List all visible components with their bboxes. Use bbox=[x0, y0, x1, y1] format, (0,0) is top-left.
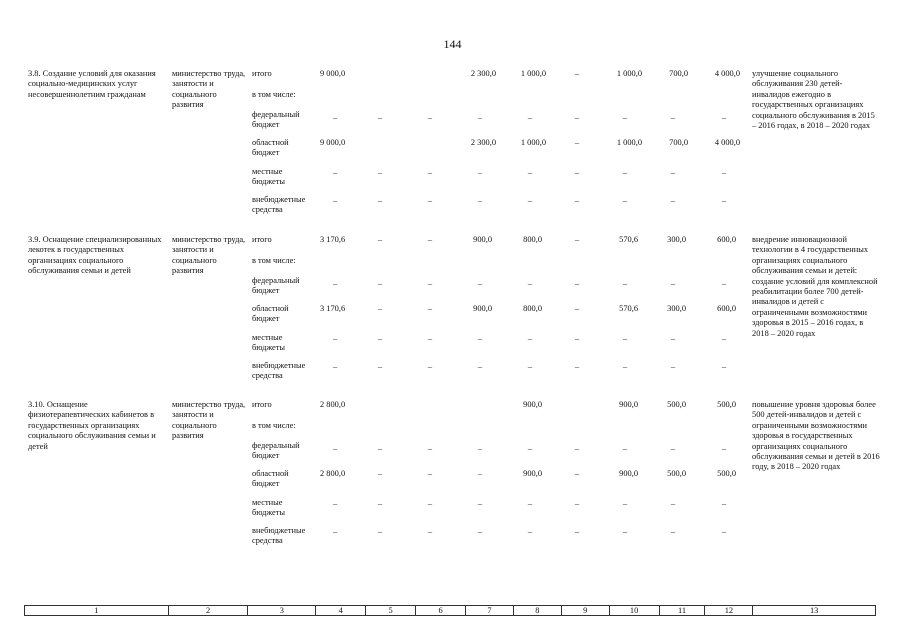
value-cell: – bbox=[670, 279, 676, 288]
value-cell: – bbox=[427, 304, 433, 313]
section-title: 3.10. Оснащение физиотерапевтических кабинетов в государственных организациях социального обслуживания семьи и детей bbox=[28, 400, 156, 451]
value-cell: – bbox=[574, 527, 580, 536]
value-cell: 3 170,6 bbox=[320, 304, 346, 313]
value-cell: 1 000,0 bbox=[520, 138, 546, 147]
value-cell: – bbox=[427, 168, 433, 177]
value-cell: – bbox=[721, 444, 727, 453]
value-cell: – bbox=[670, 196, 676, 205]
column-number: 5 bbox=[366, 606, 416, 615]
value-cell: – bbox=[670, 527, 676, 536]
value-cell: – bbox=[427, 499, 433, 508]
value-cell: 4 000,0 bbox=[714, 69, 740, 78]
value-cell: – bbox=[622, 279, 628, 288]
value-cell: – bbox=[527, 444, 533, 453]
column-number: 2 bbox=[169, 606, 249, 615]
section-executor: министерство труда, занятости и социального развития bbox=[172, 69, 246, 110]
value-cell: – bbox=[477, 499, 483, 508]
value-cell: – bbox=[574, 138, 580, 147]
value-cell: – bbox=[377, 469, 383, 478]
value-cell: 9 000,0 bbox=[320, 69, 346, 78]
value-cell: – bbox=[333, 279, 338, 288]
value-cell: 900,0 bbox=[523, 469, 542, 478]
value-cell: – bbox=[622, 444, 628, 453]
value-cell: – bbox=[527, 499, 533, 508]
value-cell: – bbox=[670, 168, 676, 177]
value-cell: 300,0 bbox=[667, 304, 686, 313]
value-cell: 700,0 bbox=[669, 69, 688, 78]
value-cell: 900,0 bbox=[473, 304, 492, 313]
value-cell: – bbox=[377, 235, 383, 244]
value-cell: – bbox=[574, 196, 580, 205]
section-executor: министерство труда, занятости и социального развития bbox=[172, 400, 246, 441]
row-label: внебюджетные средства bbox=[252, 526, 306, 546]
value-cell: – bbox=[622, 168, 628, 177]
value-cell: – bbox=[333, 334, 338, 343]
column-number: 9 bbox=[562, 606, 610, 615]
column-number: 6 bbox=[416, 606, 466, 615]
row-label: федеральный бюджет bbox=[252, 110, 300, 130]
row-label: итого bbox=[252, 69, 272, 78]
value-cell: – bbox=[377, 196, 383, 205]
row-label: областной бюджет bbox=[252, 304, 289, 324]
value-cell: 9 000,0 bbox=[320, 138, 346, 147]
column-number: 11 bbox=[660, 606, 706, 615]
value-cell: – bbox=[670, 362, 676, 371]
section-title: 3.9. Оснащение специализированных лекотек в государственных организациях социального обслуживания семьи и детей bbox=[28, 235, 162, 276]
row-label: местные бюджеты bbox=[252, 498, 286, 518]
value-cell: – bbox=[477, 444, 483, 453]
value-cell: 800,0 bbox=[523, 235, 542, 244]
value-cell: – bbox=[574, 444, 580, 453]
value-cell: – bbox=[477, 362, 483, 371]
section-result: улучшение социального обслуживания 230 детей-инвалидов ежегодно в государственных организациях социального обслуживания в 2015 – 2016 годах, в 2018 – 2020 годах bbox=[752, 69, 875, 131]
value-cell: 3 170,6 bbox=[320, 235, 346, 244]
value-cell: – bbox=[574, 168, 580, 177]
value-cell: – bbox=[333, 362, 338, 371]
value-cell: – bbox=[721, 527, 727, 536]
value-cell: – bbox=[333, 113, 338, 122]
section-result: повышение уровня здоровья более 500 детей-инвалидов и детей с ограниченными возможностями здоровья в государственных организациях социального обслуживания семьи и детей в 2016 году, в 2018 – 2020 годах bbox=[752, 400, 880, 472]
row-label: внебюджетные средства bbox=[252, 195, 306, 215]
value-cell: – bbox=[477, 113, 483, 122]
value-cell: 1 000,0 bbox=[520, 69, 546, 78]
value-cell: 500,0 bbox=[667, 469, 686, 478]
value-cell: – bbox=[574, 304, 580, 313]
value-cell: – bbox=[477, 279, 483, 288]
row-label: федеральный бюджет bbox=[252, 441, 300, 461]
value-cell: – bbox=[477, 168, 483, 177]
column-number: 12 bbox=[705, 606, 753, 615]
value-cell: – bbox=[427, 362, 433, 371]
value-cell: – bbox=[377, 444, 383, 453]
value-cell: – bbox=[622, 527, 628, 536]
value-cell: – bbox=[622, 196, 628, 205]
value-cell: – bbox=[427, 444, 433, 453]
value-cell: – bbox=[527, 362, 533, 371]
value-cell: – bbox=[622, 362, 628, 371]
value-cell: – bbox=[527, 279, 533, 288]
value-cell: – bbox=[721, 362, 727, 371]
value-cell: – bbox=[527, 113, 533, 122]
row-label: областной бюджет bbox=[252, 138, 289, 158]
page-number: 144 bbox=[443, 37, 462, 51]
value-cell: – bbox=[377, 499, 383, 508]
column-number: 7 bbox=[466, 606, 514, 615]
value-cell: 800,0 bbox=[523, 304, 542, 313]
value-cell: 2 800,0 bbox=[320, 469, 346, 478]
value-cell: – bbox=[574, 235, 580, 244]
value-cell: – bbox=[574, 113, 580, 122]
value-cell: – bbox=[670, 334, 676, 343]
row-label: в том числе: bbox=[252, 421, 296, 430]
value-cell: 900,0 bbox=[619, 469, 638, 478]
value-cell: – bbox=[427, 469, 433, 478]
row-label: внебюджетные средства bbox=[252, 361, 306, 381]
value-cell: – bbox=[622, 334, 628, 343]
value-cell: – bbox=[721, 196, 727, 205]
value-cell: 500,0 bbox=[717, 469, 736, 478]
value-cell: – bbox=[527, 168, 533, 177]
value-cell: 900,0 bbox=[619, 400, 638, 409]
row-label: в том числе: bbox=[252, 90, 296, 99]
value-cell: – bbox=[333, 499, 338, 508]
value-cell: – bbox=[670, 499, 676, 508]
value-cell: 4 000,0 bbox=[714, 138, 740, 147]
section-executor: министерство труда, занятости и социального развития bbox=[172, 235, 246, 276]
value-cell: – bbox=[377, 362, 383, 371]
column-number: 3 bbox=[248, 606, 316, 615]
value-cell: – bbox=[477, 527, 483, 536]
value-cell: – bbox=[333, 196, 338, 205]
value-cell: 1 000,0 bbox=[616, 138, 642, 147]
value-cell: – bbox=[427, 527, 433, 536]
value-cell: – bbox=[377, 334, 383, 343]
column-number: 8 bbox=[514, 606, 562, 615]
value-cell: – bbox=[427, 279, 433, 288]
value-cell: 2 300,0 bbox=[470, 69, 496, 78]
value-cell: 600,0 bbox=[717, 235, 736, 244]
value-cell: – bbox=[622, 113, 628, 122]
value-cell: – bbox=[427, 196, 433, 205]
value-cell: – bbox=[574, 362, 580, 371]
value-cell: 570,6 bbox=[619, 235, 638, 244]
value-cell: – bbox=[574, 334, 580, 343]
value-cell: – bbox=[377, 304, 383, 313]
value-cell: 900,0 bbox=[473, 235, 492, 244]
value-cell: 570,6 bbox=[619, 304, 638, 313]
row-label: итого bbox=[252, 235, 272, 244]
value-cell: – bbox=[574, 469, 580, 478]
column-number: 13 bbox=[809, 606, 819, 615]
row-label: местные бюджеты bbox=[252, 167, 286, 187]
value-cell: 2 300,0 bbox=[470, 138, 496, 147]
row-label: областной бюджет bbox=[252, 469, 289, 489]
section-title: 3.8. Создание условий для оказания социально-медицинских услуг несовершеннолетним гражданам bbox=[28, 69, 156, 99]
value-cell: – bbox=[574, 69, 580, 78]
value-cell: – bbox=[622, 499, 628, 508]
value-cell: – bbox=[477, 469, 483, 478]
value-cell: – bbox=[377, 279, 383, 288]
row-label: итого bbox=[252, 400, 272, 409]
value-cell: 900,0 bbox=[523, 400, 542, 409]
value-cell: – bbox=[377, 527, 383, 536]
value-cell: – bbox=[574, 279, 580, 288]
value-cell: 600,0 bbox=[717, 304, 736, 313]
value-cell: – bbox=[721, 113, 727, 122]
column-number-row bbox=[24, 605, 876, 616]
value-cell: 1 000,0 bbox=[616, 69, 642, 78]
value-cell: – bbox=[333, 444, 338, 453]
value-cell: 500,0 bbox=[667, 400, 686, 409]
value-cell: – bbox=[333, 168, 338, 177]
value-cell: 500,0 bbox=[717, 400, 736, 409]
value-cell: – bbox=[377, 113, 383, 122]
value-cell: – bbox=[721, 334, 727, 343]
section-result: внедрение инновационной технологии в 4 государственных организациях социального обслуживания семьи и детей: создание условий для комплексной реабилитации более 700 детей-инвалидов и детей с ограниченными возможностями здоровья в 2015 – 2016 годах, в 2018 – 2020 годах bbox=[752, 235, 878, 338]
value-cell: 2 800,0 bbox=[320, 400, 346, 409]
row-label: местные бюджеты bbox=[252, 333, 286, 353]
value-cell: – bbox=[477, 196, 483, 205]
value-cell: – bbox=[721, 499, 727, 508]
value-cell: – bbox=[670, 113, 676, 122]
column-number: 10 bbox=[610, 606, 660, 615]
value-cell: 300,0 bbox=[667, 235, 686, 244]
value-cell: – bbox=[527, 196, 533, 205]
value-cell: – bbox=[670, 444, 676, 453]
value-cell: – bbox=[527, 527, 533, 536]
row-label: в том числе: bbox=[252, 256, 296, 265]
column-number: 4 bbox=[316, 606, 366, 615]
value-cell: – bbox=[377, 168, 383, 177]
value-cell: – bbox=[427, 113, 433, 122]
value-cell: – bbox=[721, 168, 727, 177]
value-cell: – bbox=[527, 334, 533, 343]
value-cell: – bbox=[477, 334, 483, 343]
value-cell: – bbox=[721, 279, 727, 288]
value-cell: 700,0 bbox=[669, 138, 688, 147]
value-cell: – bbox=[427, 235, 433, 244]
row-label: федеральный бюджет bbox=[252, 276, 300, 296]
column-number: 1 bbox=[25, 606, 169, 615]
value-cell: – bbox=[333, 527, 338, 536]
value-cell: – bbox=[427, 334, 433, 343]
value-cell: – bbox=[574, 499, 580, 508]
